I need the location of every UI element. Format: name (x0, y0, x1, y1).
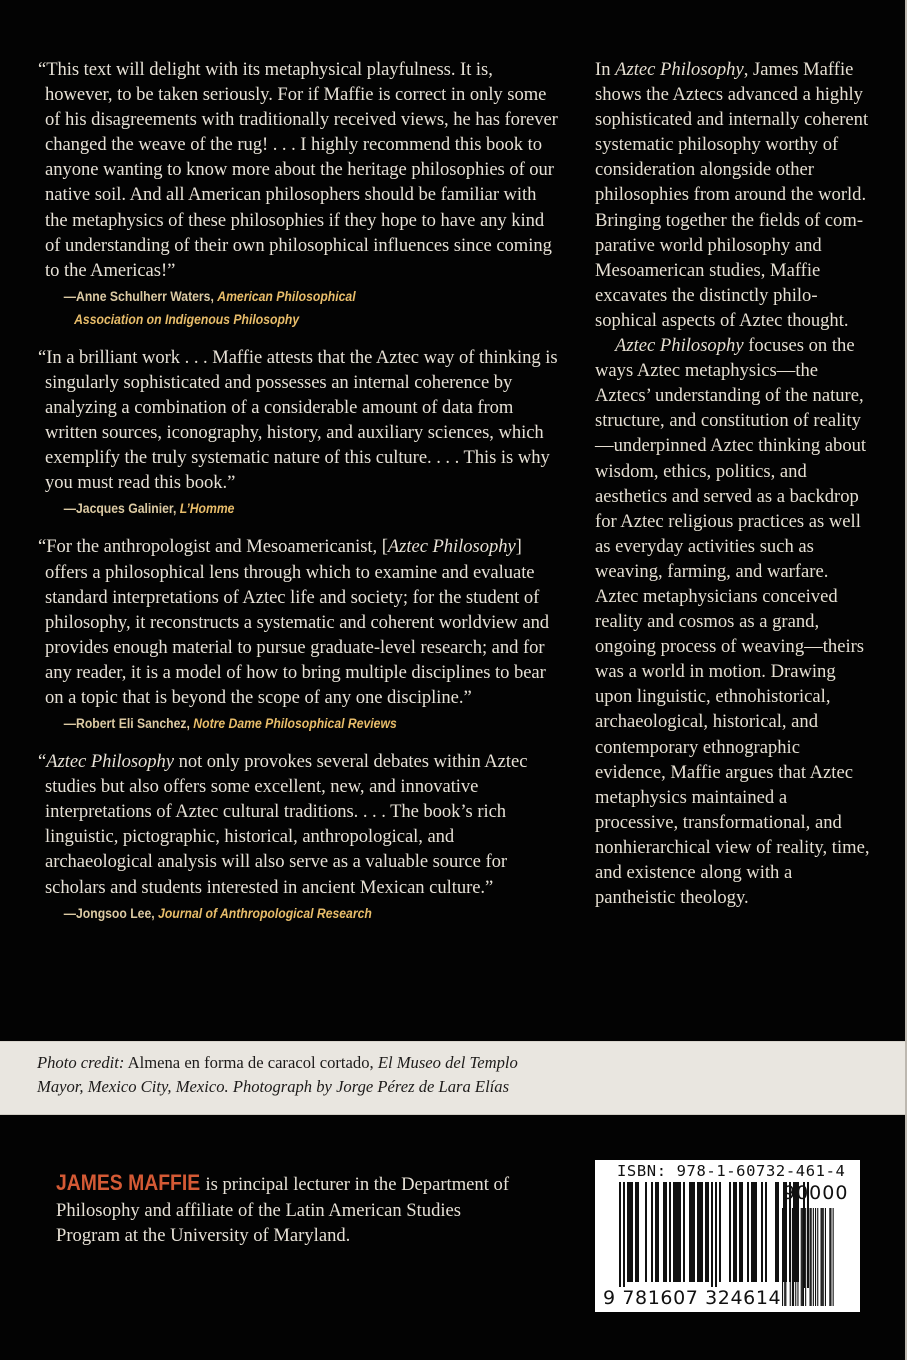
description-lead: In (595, 59, 616, 80)
barcode-bar (705, 1182, 707, 1282)
addon-bar (803, 1208, 804, 1306)
barcode-bar (775, 1182, 777, 1282)
barcode-bar (719, 1182, 721, 1282)
addon-bar (801, 1208, 802, 1306)
barcode-bar (701, 1182, 703, 1282)
quote-source-line2: Association on Indigenous Philosophy (74, 311, 300, 328)
addon-bar (792, 1208, 793, 1306)
barcode-bar (669, 1182, 671, 1282)
addon-bar (817, 1208, 818, 1306)
barcode-bar (691, 1182, 693, 1282)
barcode-bar (631, 1182, 633, 1282)
quote-segment-italic: Aztec Philosophy (387, 536, 516, 558)
quote-segment: not only provokes several debates within Aztec studies but also offers some excellent, new, and innovative interpretations of Aztec cultural traditions. . . . The book’s rich linguistic, pictographic, historical, anthropological, and archaeological analysis will also serve as a valuable source for scholars and students interested in ancient Mexican culture.” (45, 751, 528, 898)
barcode-bar (637, 1182, 639, 1282)
barcode-bar (635, 1182, 637, 1282)
quote-2 (38, 345, 558, 522)
quote-text (38, 345, 558, 496)
barcode-bar (629, 1182, 631, 1282)
description-text: , James Maffie shows the Aztecs advanced a highly sophisticated and internally coherent systematic philosophy worthy of consideration alongside other philosophies from around the world. Bringing together the fields of comparative world philosophy and Mesoamerican studies, Maffie excavates the distinctly philosophical aspects of Aztec thought. (595, 59, 869, 331)
addon-bar (795, 1208, 796, 1306)
barcode-bar (693, 1182, 695, 1282)
quote-segment: “For the anthropologist and Mesoamericanist, [ (38, 536, 388, 558)
addon-bar (833, 1208, 834, 1306)
ean-digits: 9 781607 324614 (603, 1287, 782, 1309)
price-code: 90000 (783, 1182, 849, 1204)
barcode-bar (619, 1182, 621, 1288)
photo-credit (37, 1051, 557, 1099)
barcode-bar (679, 1182, 681, 1282)
quote-source: American Philosophical (217, 288, 356, 305)
barcode-bar (711, 1182, 713, 1288)
photo-credit-label: Photo credit: (37, 1053, 125, 1072)
photo-credit-band (0, 1041, 905, 1115)
book-title: Aztec Philosophy (615, 335, 744, 357)
quote-source: Notre Dame Philosophical Reviews (193, 716, 397, 733)
quote-author: —Jacques Galinier, (63, 501, 177, 518)
barcode-bar (675, 1182, 677, 1282)
book-title: Aztec Philosophy (615, 59, 744, 80)
barcode-bar (627, 1182, 629, 1282)
addon-bar (815, 1208, 816, 1306)
quote-attribution (38, 498, 545, 521)
addon-bar (785, 1208, 786, 1306)
barcode-bar (645, 1182, 647, 1282)
barcode-bar (735, 1182, 737, 1282)
description-paragraph-1 (595, 57, 870, 333)
addon-bar (782, 1208, 783, 1306)
barcode-bar (741, 1182, 743, 1282)
addon-bar (793, 1208, 794, 1306)
quote-segment: “ (38, 751, 47, 773)
addon-bar (797, 1208, 798, 1306)
barcode-bar (623, 1182, 625, 1288)
quote-source: L’Homme (179, 501, 235, 518)
barcode-bar (777, 1182, 779, 1282)
praise-quotes (38, 57, 558, 939)
addon-bar (829, 1208, 830, 1306)
author-bio-text: is principal lecturer in the Department of Philosophy and affiliate of the Latin American Studies Program at the University of Maryland. (56, 1174, 510, 1247)
addon-bar (790, 1208, 791, 1306)
quote-attribution (38, 713, 545, 736)
quote-text (38, 57, 558, 283)
barcode-bar (677, 1182, 679, 1282)
quote-1 (38, 57, 558, 332)
barcode-bar (765, 1182, 767, 1282)
barcode-bar (683, 1182, 685, 1282)
addon-bar (811, 1208, 812, 1306)
barcode-bar (715, 1182, 717, 1288)
addon-bar (805, 1208, 806, 1306)
barcode-bar (651, 1182, 653, 1282)
barcode-bar (697, 1182, 699, 1282)
photo-credit-subject: Almena en forma de caracol cortado, (124, 1053, 378, 1072)
barcode-bar (753, 1182, 755, 1282)
quote-author: —Robert Eli Sanchez, (63, 716, 190, 733)
quote-attribution (38, 286, 545, 332)
quote-segment: “In a brilliant work . . . Maffie attests that the Aztec way of thinking is singularly sophisticated and possesses an internal coherence by analyzing a combination of a considerable amount of data from written sources, iconography, history, and auxiliary sciences, which exemplify the truly systematic nature of this culture. . . . This is why you must read this book.” (38, 346, 558, 494)
quote-3 (38, 534, 558, 736)
quote-source: Journal of Anthropological Research (158, 905, 372, 922)
quote-author: —Anne Schulherr Waters, (63, 288, 214, 305)
author-name: JAMES MAFFIE (56, 1170, 201, 1195)
addon-bar (813, 1208, 814, 1306)
barcode-bar (707, 1182, 709, 1282)
barcode-bar (665, 1182, 667, 1282)
quote-author: —Jongsoo Lee, (63, 905, 155, 922)
quote-4 (38, 749, 558, 926)
quote-text (38, 749, 558, 900)
quote-text (38, 534, 558, 710)
addon-bar (802, 1208, 803, 1306)
barcode-bar (747, 1182, 749, 1282)
addon-bar (825, 1208, 826, 1306)
barcode-bar (739, 1182, 741, 1282)
isbn-barcode (595, 1160, 860, 1312)
barcode-bar (655, 1182, 657, 1282)
barcode-bar (657, 1182, 659, 1282)
quote-attribution (38, 903, 545, 926)
barcode-bar (689, 1182, 691, 1282)
isbn-label: ISBN: 978-1-60732-461-4 (617, 1162, 846, 1180)
addon-bar (821, 1208, 822, 1306)
book-description (595, 57, 870, 910)
barcode-bar (751, 1182, 753, 1282)
description-text: focuses on the ways Aztec metaphysics—the Aztecs’ understanding of the nature, structure, and constitution of reality—underpinned Aztec thinking about wisdom, ethics, politics, and aesthetics and served as a backdrop for Aztec religious practices as well as everyday activities such as weaving, farming, and warfare. Aztec metaphysicians conceived reality and cosmos as a grand, ongoing process of weaving—theirs was a world in motion. Drawing upon linguistic, ethnohistorical, archaeological, historical, and contemporary ethnographic evidence, Maffie argues that Aztec metaphysics maintained a processive, transformational, and nonhierarchical view of reality, time, and existence along with a pantheistic theology. (595, 335, 870, 909)
barcode-bar (755, 1182, 757, 1282)
addon-bar (784, 1208, 785, 1306)
quote-segment: “This text will delight with its metaphysical playfulness. It is, however, to be taken seriously. For if Maffie is correct in only some of his disagreements with traditionally received views, he has forever changed the weave of the rug! . . . I highly recommend this book to anyone wanting to know more about the heritage philosophies of our native soil. And all American philosophers should be familiar with the metaphysics of these philosophies if they hope to have any kind of understanding of their own philosophical influences since coming to the Americas!” (38, 59, 558, 281)
barcode-bar (663, 1182, 665, 1282)
addon-bar (810, 1208, 811, 1306)
addon-bar (830, 1208, 831, 1306)
description-paragraph-2 (595, 333, 870, 910)
quote-segment-italic: Aztec Philosophy (46, 751, 174, 773)
barcode-bar (729, 1182, 731, 1282)
author-bio (56, 1170, 526, 1249)
barcode-bar (673, 1182, 675, 1282)
barcode-bar (733, 1182, 735, 1282)
quote-segment: ] offers a philosophical lens through which to examine and evaluate standard interpretations of Aztec life and society; for the student of philosophy, it reconstructs a systematic and coherent worldview and provides enough material to pursue graduate-level research; and for any reader, it is a model of how to bring multiple disciplines to bear on a topic that is beyond the scope of any one discipline.” (45, 536, 550, 708)
addon-bar (823, 1208, 824, 1306)
barcode-bar (761, 1182, 763, 1282)
addon-bar (822, 1208, 823, 1306)
photo-credit-location: El Museo del Templo Mayor, Mexico City, Mexico. Photograph by Jorge Pérez de Lara Elías (37, 1053, 518, 1096)
barcode-bar (699, 1182, 701, 1282)
